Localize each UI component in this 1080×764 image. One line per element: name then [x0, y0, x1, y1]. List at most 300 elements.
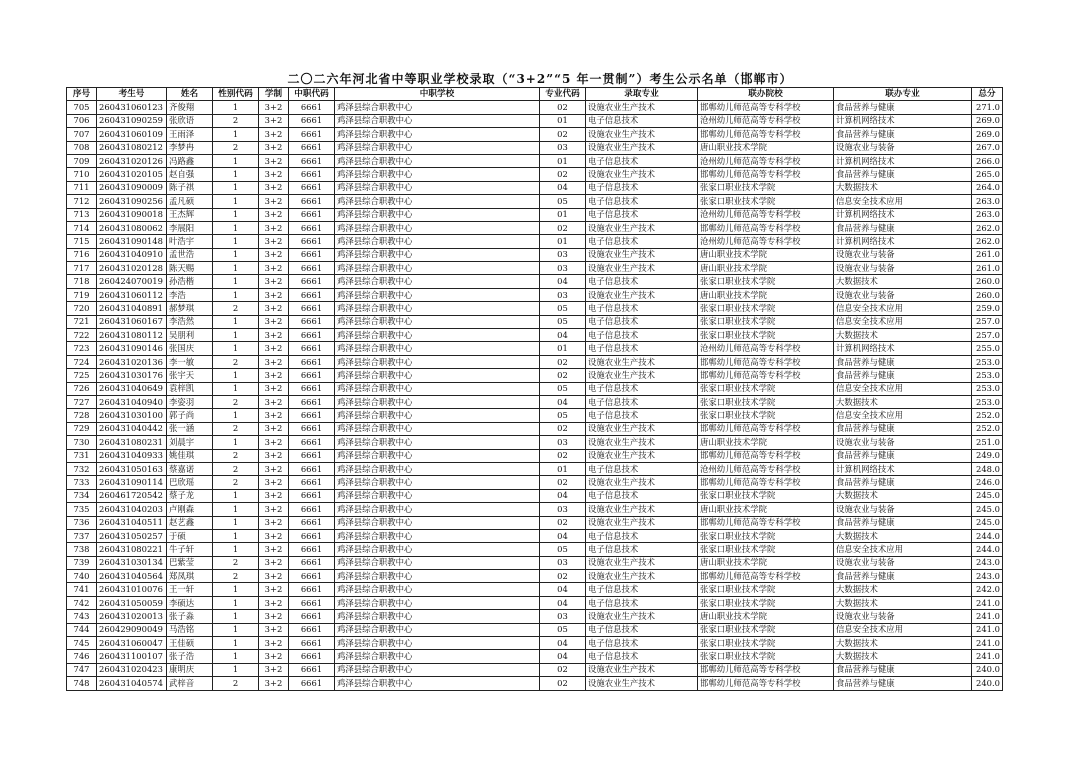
total-score-cell: 240.0	[972, 663, 1003, 676]
schooling-cell: 3+2	[259, 128, 289, 141]
exam-id-cell: 260431020136	[97, 355, 167, 368]
name-cell: 陈天赐	[167, 262, 213, 275]
schooling-cell: 3+2	[259, 543, 289, 556]
schooling-cell: 3+2	[259, 422, 289, 435]
school-code-cell: 6661	[289, 221, 335, 234]
admitted-major-cell: 电子信息技术	[586, 342, 698, 355]
total-score-cell: 242.0	[972, 583, 1003, 596]
schooling-cell: 3+2	[259, 596, 289, 609]
joint-major-cell: 信息安全技术应用	[834, 623, 972, 636]
joint-major-cell: 食品营养与健康	[834, 369, 972, 382]
admitted-major-cell: 电子信息技术	[586, 489, 698, 502]
total-score-cell: 241.0	[972, 637, 1003, 650]
major-code-cell: 01	[540, 235, 586, 248]
major-code-cell: 01	[540, 154, 586, 167]
joint-college-cell: 张家口职业技术学院	[698, 302, 834, 315]
joint-college-cell: 邯郸幼儿师范高等专科学校	[698, 369, 834, 382]
school-cell: 鸡泽县综合职教中心	[335, 302, 540, 315]
school-cell: 鸡泽县综合职教中心	[335, 449, 540, 462]
exam-id-cell: 260431030100	[97, 409, 167, 422]
admitted-major-cell: 设施农业生产技术	[586, 248, 698, 261]
total-score-cell: 245.0	[972, 489, 1003, 502]
schooling-cell: 3+2	[259, 154, 289, 167]
admitted-major-cell: 设施农业生产技术	[586, 516, 698, 529]
joint-major-cell: 设施农业与装备	[834, 436, 972, 449]
total-score-cell: 252.0	[972, 409, 1003, 422]
joint-major-cell: 大数据技术	[834, 596, 972, 609]
gender-code-cell: 2	[213, 422, 259, 435]
table-row	[67, 570, 1003, 583]
seq-cell: 705	[67, 101, 97, 114]
name-cell: 孙浩楷	[167, 275, 213, 288]
table-row	[67, 195, 1003, 208]
table-row	[67, 382, 1003, 395]
table-row	[67, 436, 1003, 449]
schooling-cell: 3+2	[259, 248, 289, 261]
joint-major-cell: 计算机网络技术	[834, 114, 972, 127]
exam-id-cell: 260431040574	[97, 677, 167, 690]
school-cell: 鸡泽县综合职教中心	[335, 610, 540, 623]
table-row	[67, 221, 1003, 234]
major-code-cell: 01	[540, 462, 586, 475]
table-row	[67, 610, 1003, 623]
admitted-major-cell: 电子信息技术	[586, 596, 698, 609]
table-row	[67, 583, 1003, 596]
schooling-cell: 3+2	[259, 476, 289, 489]
total-score-cell: 265.0	[972, 168, 1003, 181]
exam-id-cell: 260431080062	[97, 221, 167, 234]
exam-id-cell: 260431050059	[97, 596, 167, 609]
joint-college-cell: 邯郸幼儿师范高等专科学校	[698, 355, 834, 368]
major-code-cell: 03	[540, 288, 586, 301]
exam-id-cell: 260431080112	[97, 329, 167, 342]
schooling-cell: 3+2	[259, 168, 289, 181]
total-score-cell: 245.0	[972, 516, 1003, 529]
admitted-major-cell: 设施农业生产技术	[586, 221, 698, 234]
joint-college-cell: 唐山职业技术学院	[698, 262, 834, 275]
joint-college-cell: 张家口职业技术学院	[698, 623, 834, 636]
document-title: 二〇二六年河北省中等职业学校录取（“3+2”“5 年一贯制”）考生公示名单（邯郸市）	[287, 72, 793, 86]
gender-code-cell: 1	[213, 101, 259, 114]
seq-cell: 733	[67, 476, 97, 489]
school-code-cell: 6661	[289, 489, 335, 502]
schooling-cell: 3+2	[259, 570, 289, 583]
seq-cell: 732	[67, 462, 97, 475]
major-code-cell: 04	[540, 395, 586, 408]
admission-roster-table	[66, 87, 1003, 691]
exam-id-cell: 260431030176	[97, 369, 167, 382]
exam-id-cell: 260431090256	[97, 195, 167, 208]
major-code-cell: 02	[540, 476, 586, 489]
exam-id-cell: 260431090009	[97, 181, 167, 194]
school-code-cell: 6661	[289, 195, 335, 208]
major-code-cell: 03	[540, 262, 586, 275]
total-score-cell: 241.0	[972, 610, 1003, 623]
school-cell: 鸡泽县综合职教中心	[335, 436, 540, 449]
gender-code-cell: 1	[213, 181, 259, 194]
joint-major-cell: 大数据技术	[834, 650, 972, 663]
table-row	[67, 637, 1003, 650]
schooling-cell: 3+2	[259, 355, 289, 368]
exam-id-cell: 260431060109	[97, 128, 167, 141]
major-code-cell: 05	[540, 315, 586, 328]
joint-major-cell: 食品营养与健康	[834, 221, 972, 234]
joint-college-cell: 唐山职业技术学院	[698, 436, 834, 449]
schooling-cell: 3+2	[259, 623, 289, 636]
joint-major-cell: 大数据技术	[834, 275, 972, 288]
table-row	[67, 101, 1003, 114]
seq-cell: 719	[67, 288, 97, 301]
gender-code-cell: 1	[213, 288, 259, 301]
school-cell: 鸡泽县综合职教中心	[335, 395, 540, 408]
exam-id-cell: 260431020126	[97, 154, 167, 167]
total-score-cell: 253.0	[972, 395, 1003, 408]
exam-id-cell: 260431040933	[97, 449, 167, 462]
total-score-cell: 263.0	[972, 195, 1003, 208]
table-row	[67, 596, 1003, 609]
joint-college-cell: 张家口职业技术学院	[698, 181, 834, 194]
gender-code-cell: 1	[213, 516, 259, 529]
total-score-cell: 269.0	[972, 114, 1003, 127]
major-code-cell: 05	[540, 195, 586, 208]
seq-cell: 718	[67, 275, 97, 288]
seq-cell: 723	[67, 342, 97, 355]
joint-major-cell: 设施农业与装备	[834, 610, 972, 623]
school-code-cell: 6661	[289, 610, 335, 623]
header-seq: 序号	[67, 88, 97, 101]
seq-cell: 720	[67, 302, 97, 315]
total-score-cell: 252.0	[972, 422, 1003, 435]
school-code-cell: 6661	[289, 302, 335, 315]
schooling-cell: 3+2	[259, 637, 289, 650]
name-cell: 吴朋利	[167, 329, 213, 342]
schooling-cell: 3+2	[259, 650, 289, 663]
gender-code-cell: 1	[213, 650, 259, 663]
major-code-cell: 04	[540, 583, 586, 596]
joint-college-cell: 沧州幼儿师范高等专科学校	[698, 208, 834, 221]
admitted-major-cell: 设施农业生产技术	[586, 436, 698, 449]
table-row	[67, 262, 1003, 275]
joint-major-cell: 大数据技术	[834, 529, 972, 542]
schooling-cell: 3+2	[259, 235, 289, 248]
schooling-cell: 3+2	[259, 141, 289, 154]
table-row	[67, 235, 1003, 248]
joint-major-cell: 食品营养与健康	[834, 516, 972, 529]
school-code-cell: 6661	[289, 342, 335, 355]
table-row	[67, 543, 1003, 556]
table-row	[67, 355, 1003, 368]
schooling-cell: 3+2	[259, 663, 289, 676]
exam-id-cell: 260431040891	[97, 302, 167, 315]
school-cell: 鸡泽县综合职教中心	[335, 168, 540, 181]
school-cell: 鸡泽县综合职教中心	[335, 489, 540, 502]
joint-major-cell: 大数据技术	[834, 329, 972, 342]
schooling-cell: 3+2	[259, 208, 289, 221]
seq-cell: 743	[67, 610, 97, 623]
gender-code-cell: 1	[213, 342, 259, 355]
school-code-cell: 6661	[289, 288, 335, 301]
total-score-cell: 264.0	[972, 181, 1003, 194]
schooling-cell: 3+2	[259, 221, 289, 234]
seq-cell: 725	[67, 369, 97, 382]
name-cell: 李一敏	[167, 355, 213, 368]
admitted-major-cell: 设施农业生产技术	[586, 101, 698, 114]
schooling-cell: 3+2	[259, 382, 289, 395]
major-code-cell: 04	[540, 596, 586, 609]
seq-cell: 734	[67, 489, 97, 502]
school-code-cell: 6661	[289, 677, 335, 690]
major-code-cell: 02	[540, 516, 586, 529]
schooling-cell: 3+2	[259, 516, 289, 529]
total-score-cell: 260.0	[972, 288, 1003, 301]
gender-code-cell: 1	[213, 195, 259, 208]
gender-code-cell: 1	[213, 262, 259, 275]
school-cell: 鸡泽县综合职教中心	[335, 637, 540, 650]
total-score-cell: 255.0	[972, 342, 1003, 355]
joint-college-cell: 张家口职业技术学院	[698, 650, 834, 663]
seq-cell: 730	[67, 436, 97, 449]
admitted-major-cell: 电子信息技术	[586, 529, 698, 542]
joint-college-cell: 邯郸幼儿师范高等专科学校	[698, 677, 834, 690]
table-row	[67, 342, 1003, 355]
schooling-cell: 3+2	[259, 503, 289, 516]
seq-cell: 746	[67, 650, 97, 663]
joint-college-cell: 邯郸幼儿师范高等专科学校	[698, 516, 834, 529]
name-cell: 康明庆	[167, 663, 213, 676]
gender-code-cell: 1	[213, 154, 259, 167]
major-code-cell: 04	[540, 275, 586, 288]
joint-college-cell: 张家口职业技术学院	[698, 329, 834, 342]
major-code-cell: 02	[540, 221, 586, 234]
exam-id-cell: 260431050163	[97, 462, 167, 475]
major-code-cell: 03	[540, 556, 586, 569]
joint-major-cell: 食品营养与健康	[834, 101, 972, 114]
gender-code-cell: 1	[213, 596, 259, 609]
school-cell: 鸡泽县综合职教中心	[335, 114, 540, 127]
school-cell: 鸡泽县综合职教中心	[335, 329, 540, 342]
joint-college-cell: 邯郸幼儿师范高等专科学校	[698, 476, 834, 489]
school-cell: 鸡泽县综合职教中心	[335, 195, 540, 208]
total-score-cell: 257.0	[972, 315, 1003, 328]
joint-major-cell: 食品营养与健康	[834, 128, 972, 141]
total-score-cell: 262.0	[972, 235, 1003, 248]
joint-major-cell: 计算机网络技术	[834, 342, 972, 355]
major-code-cell: 02	[540, 369, 586, 382]
school-cell: 鸡泽县综合职教中心	[335, 583, 540, 596]
admitted-major-cell: 设施农业生产技术	[586, 503, 698, 516]
seq-cell: 748	[67, 677, 97, 690]
joint-major-cell: 大数据技术	[834, 181, 972, 194]
admitted-major-cell: 电子信息技术	[586, 543, 698, 556]
joint-major-cell: 信息安全技术应用	[834, 315, 972, 328]
gender-code-cell: 1	[213, 610, 259, 623]
table-row	[67, 395, 1003, 408]
joint-major-cell: 计算机网络技术	[834, 235, 972, 248]
gender-code-cell: 1	[213, 369, 259, 382]
school-code-cell: 6661	[289, 235, 335, 248]
school-code-cell: 6661	[289, 596, 335, 609]
joint-college-cell: 张家口职业技术学院	[698, 409, 834, 422]
seq-cell: 729	[67, 422, 97, 435]
major-code-cell: 02	[540, 422, 586, 435]
school-code-cell: 6661	[289, 329, 335, 342]
name-cell: 孟凡硕	[167, 195, 213, 208]
name-cell: 姚佳琪	[167, 449, 213, 462]
name-cell: 孟世浩	[167, 248, 213, 261]
total-score-cell: 263.0	[972, 208, 1003, 221]
table-row	[67, 489, 1003, 502]
schooling-cell: 3+2	[259, 288, 289, 301]
gender-code-cell: 1	[213, 221, 259, 234]
name-cell: 牛子轩	[167, 543, 213, 556]
exam-id-cell: 260431040649	[97, 382, 167, 395]
seq-cell: 740	[67, 570, 97, 583]
joint-college-cell: 唐山职业技术学院	[698, 556, 834, 569]
school-cell: 鸡泽县综合职教中心	[335, 503, 540, 516]
school-code-cell: 6661	[289, 355, 335, 368]
school-cell: 鸡泽县综合职教中心	[335, 369, 540, 382]
name-cell: 王雨泽	[167, 128, 213, 141]
admitted-major-cell: 设施农业生产技术	[586, 355, 698, 368]
major-code-cell: 02	[540, 128, 586, 141]
total-score-cell: 253.0	[972, 369, 1003, 382]
school-code-cell: 6661	[289, 570, 335, 583]
major-code-cell: 05	[540, 543, 586, 556]
gender-code-cell: 1	[213, 543, 259, 556]
joint-major-cell: 大数据技术	[834, 489, 972, 502]
exam-id-cell: 260431060123	[97, 101, 167, 114]
header-exam-id: 考生号	[97, 88, 167, 101]
school-code-cell: 6661	[289, 436, 335, 449]
name-cell: 李浩	[167, 288, 213, 301]
table-row	[67, 462, 1003, 475]
seq-cell: 731	[67, 449, 97, 462]
joint-college-cell: 沧州幼儿师范高等专科学校	[698, 114, 834, 127]
seq-cell: 727	[67, 395, 97, 408]
school-cell: 鸡泽县综合职教中心	[335, 101, 540, 114]
name-cell: 李硕达	[167, 596, 213, 609]
total-score-cell: 266.0	[972, 154, 1003, 167]
table-row	[67, 128, 1003, 141]
admitted-major-cell: 设施农业生产技术	[586, 570, 698, 583]
name-cell: 陈子祺	[167, 181, 213, 194]
table-row	[67, 154, 1003, 167]
name-cell: 郭子尚	[167, 409, 213, 422]
name-cell: 张子淼	[167, 610, 213, 623]
joint-college-cell: 唐山职业技术学院	[698, 248, 834, 261]
schooling-cell: 3+2	[259, 610, 289, 623]
header-admitted-major: 录取专业	[586, 88, 698, 101]
header-joint-major: 联办专业	[834, 88, 972, 101]
joint-major-cell: 设施农业与装备	[834, 262, 972, 275]
school-cell: 鸡泽县综合职教中心	[335, 650, 540, 663]
exam-id-cell: 260431040940	[97, 395, 167, 408]
exam-id-cell: 260431080231	[97, 436, 167, 449]
admitted-major-cell: 设施农业生产技术	[586, 663, 698, 676]
school-cell: 鸡泽县综合职教中心	[335, 663, 540, 676]
schooling-cell: 3+2	[259, 342, 289, 355]
admitted-major-cell: 电子信息技术	[586, 650, 698, 663]
school-cell: 鸡泽县综合职教中心	[335, 342, 540, 355]
seq-cell: 712	[67, 195, 97, 208]
total-score-cell: 243.0	[972, 570, 1003, 583]
joint-major-cell: 食品营养与健康	[834, 168, 972, 181]
admitted-major-cell: 电子信息技术	[586, 583, 698, 596]
major-code-cell: 03	[540, 436, 586, 449]
seq-cell: 735	[67, 503, 97, 516]
exam-id-cell: 260431020128	[97, 262, 167, 275]
admitted-major-cell: 电子信息技术	[586, 462, 698, 475]
school-cell: 鸡泽县综合职教中心	[335, 154, 540, 167]
school-code-cell: 6661	[289, 516, 335, 529]
seq-cell: 710	[67, 168, 97, 181]
gender-code-cell: 1	[213, 529, 259, 542]
gender-code-cell: 1	[213, 436, 259, 449]
table-row	[67, 556, 1003, 569]
table-row	[67, 208, 1003, 221]
joint-college-cell: 沧州幼儿师范高等专科学校	[698, 235, 834, 248]
school-cell: 鸡泽县综合职教中心	[335, 235, 540, 248]
total-score-cell: 240.0	[972, 677, 1003, 690]
seq-cell: 737	[67, 529, 97, 542]
major-code-cell: 02	[540, 570, 586, 583]
joint-major-cell: 食品营养与健康	[834, 663, 972, 676]
school-cell: 鸡泽县综合职教中心	[335, 543, 540, 556]
joint-college-cell: 唐山职业技术学院	[698, 610, 834, 623]
school-code-cell: 6661	[289, 449, 335, 462]
gender-code-cell: 1	[213, 235, 259, 248]
exam-id-cell: 260431020423	[97, 663, 167, 676]
seq-cell: 709	[67, 154, 97, 167]
joint-major-cell: 设施农业与装备	[834, 288, 972, 301]
total-score-cell: 262.0	[972, 221, 1003, 234]
joint-major-cell: 食品营养与健康	[834, 677, 972, 690]
header-schooling: 学制	[259, 88, 289, 101]
exam-id-cell: 260431040442	[97, 422, 167, 435]
school-cell: 鸡泽县综合职教中心	[335, 248, 540, 261]
gender-code-cell: 1	[213, 489, 259, 502]
exam-id-cell: 260431080212	[97, 141, 167, 154]
table-row	[67, 275, 1003, 288]
total-score-cell: 261.0	[972, 262, 1003, 275]
table-row	[67, 168, 1003, 181]
gender-code-cell: 2	[213, 114, 259, 127]
joint-college-cell: 沧州幼儿师范高等专科学校	[698, 154, 834, 167]
school-code-cell: 6661	[289, 409, 335, 422]
gender-code-cell: 1	[213, 663, 259, 676]
school-code-cell: 6661	[289, 543, 335, 556]
header-name: 姓名	[167, 88, 213, 101]
major-code-cell: 04	[540, 637, 586, 650]
schooling-cell: 3+2	[259, 462, 289, 475]
name-cell: 齐俊翔	[167, 101, 213, 114]
name-cell: 郑凤琪	[167, 570, 213, 583]
table-row	[67, 529, 1003, 542]
joint-college-cell: 邯郸幼儿师范高等专科学校	[698, 101, 834, 114]
major-code-cell: 05	[540, 302, 586, 315]
name-cell: 蔡嘉诺	[167, 462, 213, 475]
schooling-cell: 3+2	[259, 395, 289, 408]
joint-college-cell: 邯郸幼儿师范高等专科学校	[698, 168, 834, 181]
table-row	[67, 114, 1003, 127]
joint-major-cell: 信息安全技术应用	[834, 195, 972, 208]
school-cell: 鸡泽县综合职教中心	[335, 262, 540, 275]
admitted-major-cell: 设施农业生产技术	[586, 262, 698, 275]
school-cell: 鸡泽县综合职教中心	[335, 208, 540, 221]
admitted-major-cell: 电子信息技术	[586, 181, 698, 194]
admitted-major-cell: 设施农业生产技术	[586, 422, 698, 435]
exam-id-cell: 260431020013	[97, 610, 167, 623]
